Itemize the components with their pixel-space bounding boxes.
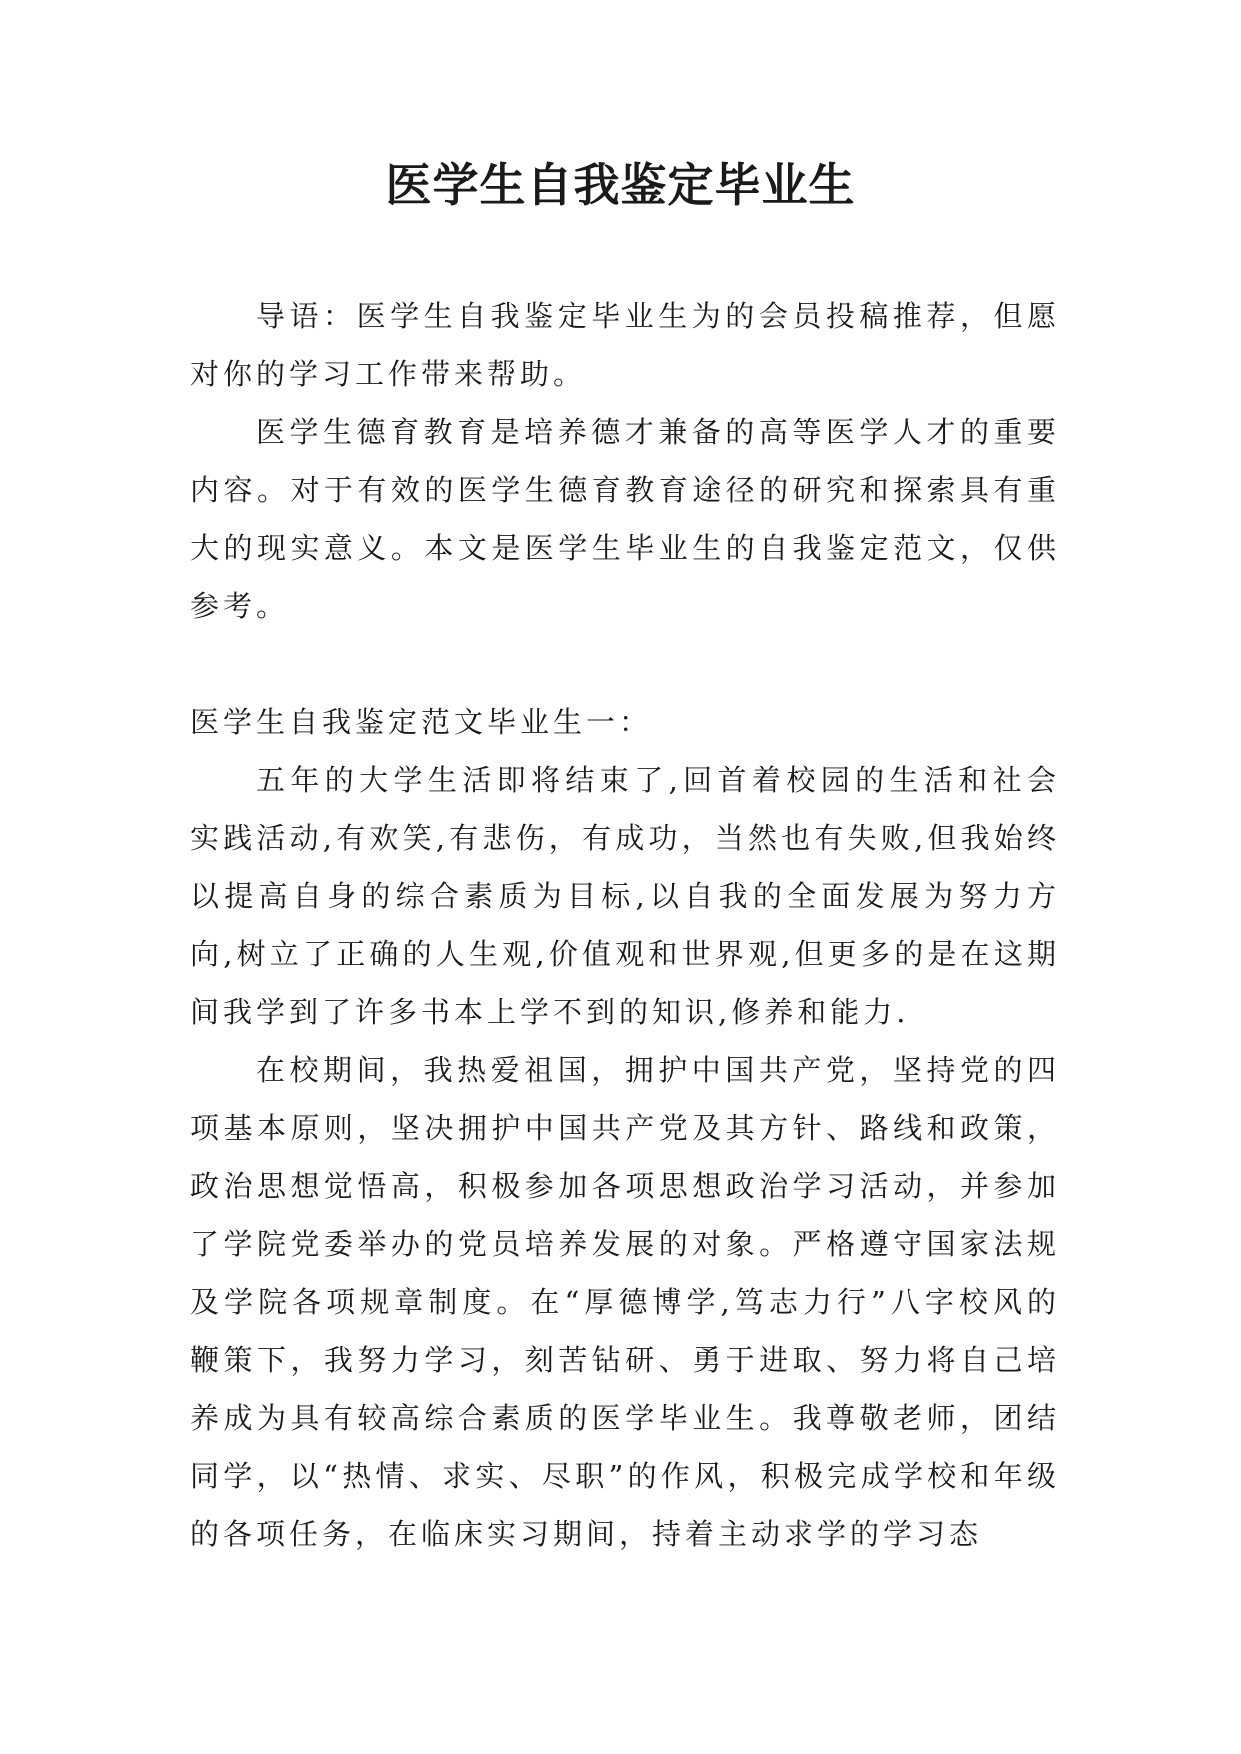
preface-paragraph: 医学生德育教育是培养德才兼备的高等医学人才的重要内容。对于有效的医学生德育教育途径的研究和探索具有重大的现实意义。本文是医学生毕业生的自我鉴定范文，仅供参考。 [190,415,1060,623]
page-title: 医学生自我鉴定毕业生 [385,158,856,212]
paragraph-spacer [190,635,1060,693]
body-paragraph-2: 在校期间，我热爱祖国，拥护中国共产党，坚持党的四项基本原则，坚决拥护中国共产党及其方针、路线和政策，政治思想觉悟高，积极参加各项思想政治学习活动，并参加了学院党委举办的党员培养发展的对象。严格遵守国家法规及学院各项规章制度。在“厚德博学,笃志力行”八字校风的鞭策下，我努力学习，刻苦钻研、勇于进取、努力将自己培养成为具有较高综合素质的医学毕业生。我尊敬老师，团结同学，以“热情、求实、尽职”的作风，积极完成学校和年级的各项任务，在临床实习期间，持着主动求学的学习态 [190,1053,1060,1551]
intro-paragraph: 导语：医学生自我鉴定毕业生为的会员投稿推荐，但愿对你的学习工作带来帮助。 [190,299,1060,391]
section-heading: 医学生自我鉴定范文毕业生一： [190,705,653,739]
document-body [190,287,1060,1563]
body-paragraph-1: 五年的大学生活即将结束了,回首着校园的生活和社会实践活动,有欢笑,有悲伤，有成功，当然也有失败,但我始终以提高自身的综合素质为目标,以自我的全面发展为努力方向,树立了正确的人生观,价值观和世界观,但更多的是在这期间我学到了许多书本上学不到的知识,修养和能力. [190,763,1060,1029]
